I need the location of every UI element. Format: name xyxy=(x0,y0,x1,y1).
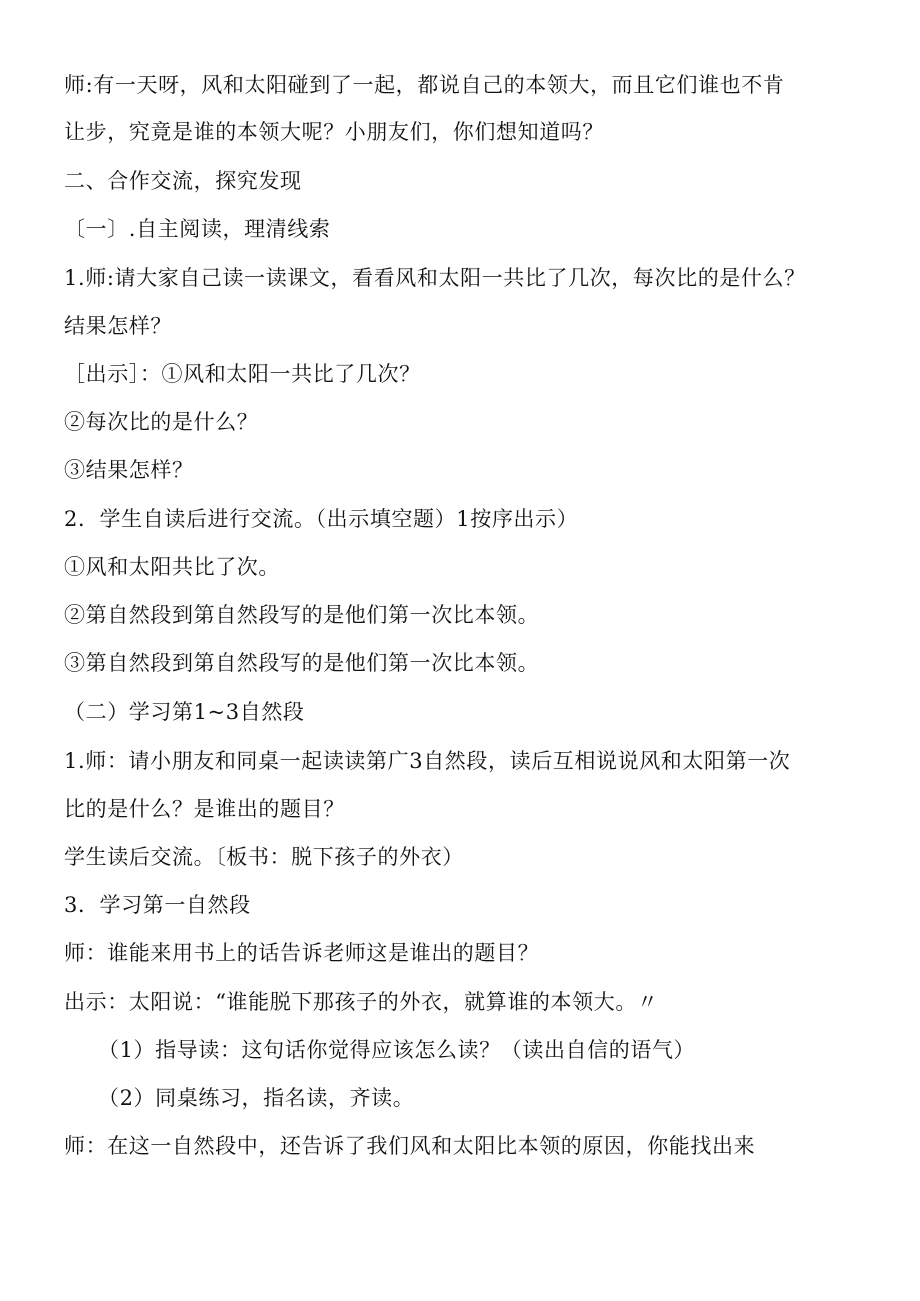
step-heading-3: 3．学习第一自然段 xyxy=(64,893,251,917)
paragraph-line-exchange: 2．学生自读后进行交流。（出示填空题）1按序出示） xyxy=(64,507,579,531)
paragraph-line-intro-2: 让步，究竟是谁的本领大呢？小朋友们，你们想知道吗？ xyxy=(64,120,604,144)
paragraph-line-teacher-question-2: 结果怎样？ xyxy=(64,314,172,338)
paragraph-line-pair-reading-1: 1.师：请小朋友和同桌一起读读第广3自然段，读后互相说说风和太阳第一次 xyxy=(64,749,791,773)
fill-blank-3: ③第自然段到第自然段写的是他们第一次比本领。 xyxy=(64,651,540,675)
paragraph-line-intro-1: 师:有一天呀，风和太阳碰到了一起，都说自己的本领大，而且它们谁也不肯 xyxy=(64,73,785,97)
subsection-heading-1: 〔一〕.自主阅读，理清线索 xyxy=(64,217,331,241)
guided-reading-item-1: （1）指导读：这句话你觉得应该怎么读？（读出自信的语气） xyxy=(98,1038,696,1062)
paragraph-line-teacher-final: 师：在这一自然段中，还告诉了我们风和太阳比本领的原因，你能找出来 xyxy=(64,1134,756,1158)
paragraph-line-teacher-question-1: 1.师:请大家自己读一读课文，看看风和太阳一共比了几次，每次比的是什么？ xyxy=(64,266,806,290)
display-item-3: ③结果怎样？ xyxy=(64,458,194,482)
fill-blank-1: ①风和太阳共比了次。 xyxy=(64,555,280,579)
paragraph-line-board: 学生读后交流。〔板书：脱下孩子的外衣） xyxy=(64,845,464,869)
display-item-2: ②每次比的是什么？ xyxy=(64,410,259,434)
display-quote: 出示：太阳说：“谁能脱下那孩子的外衣，就算谁的本领大。〃 xyxy=(64,990,659,1014)
section-heading-2: 二、合作交流，探究发现 xyxy=(64,169,302,193)
display-prompt: ［出示］：①风和太阳一共比了几次？ xyxy=(64,362,421,386)
fill-blank-2: ②第自然段到第自然段写的是他们第一次比本领。 xyxy=(64,603,540,627)
paragraph-line-pair-reading-2: 比的是什么？是谁出的题目？ xyxy=(64,797,345,821)
guided-reading-item-2: （2）同桌练习，指名读，齐读。 xyxy=(98,1086,415,1110)
subsection-heading-2: （二）学习第1~3自然段 xyxy=(64,700,305,724)
paragraph-line-teacher-ask: 师：谁能来用书上的话告诉老师这是谁出的题目？ xyxy=(64,941,540,965)
